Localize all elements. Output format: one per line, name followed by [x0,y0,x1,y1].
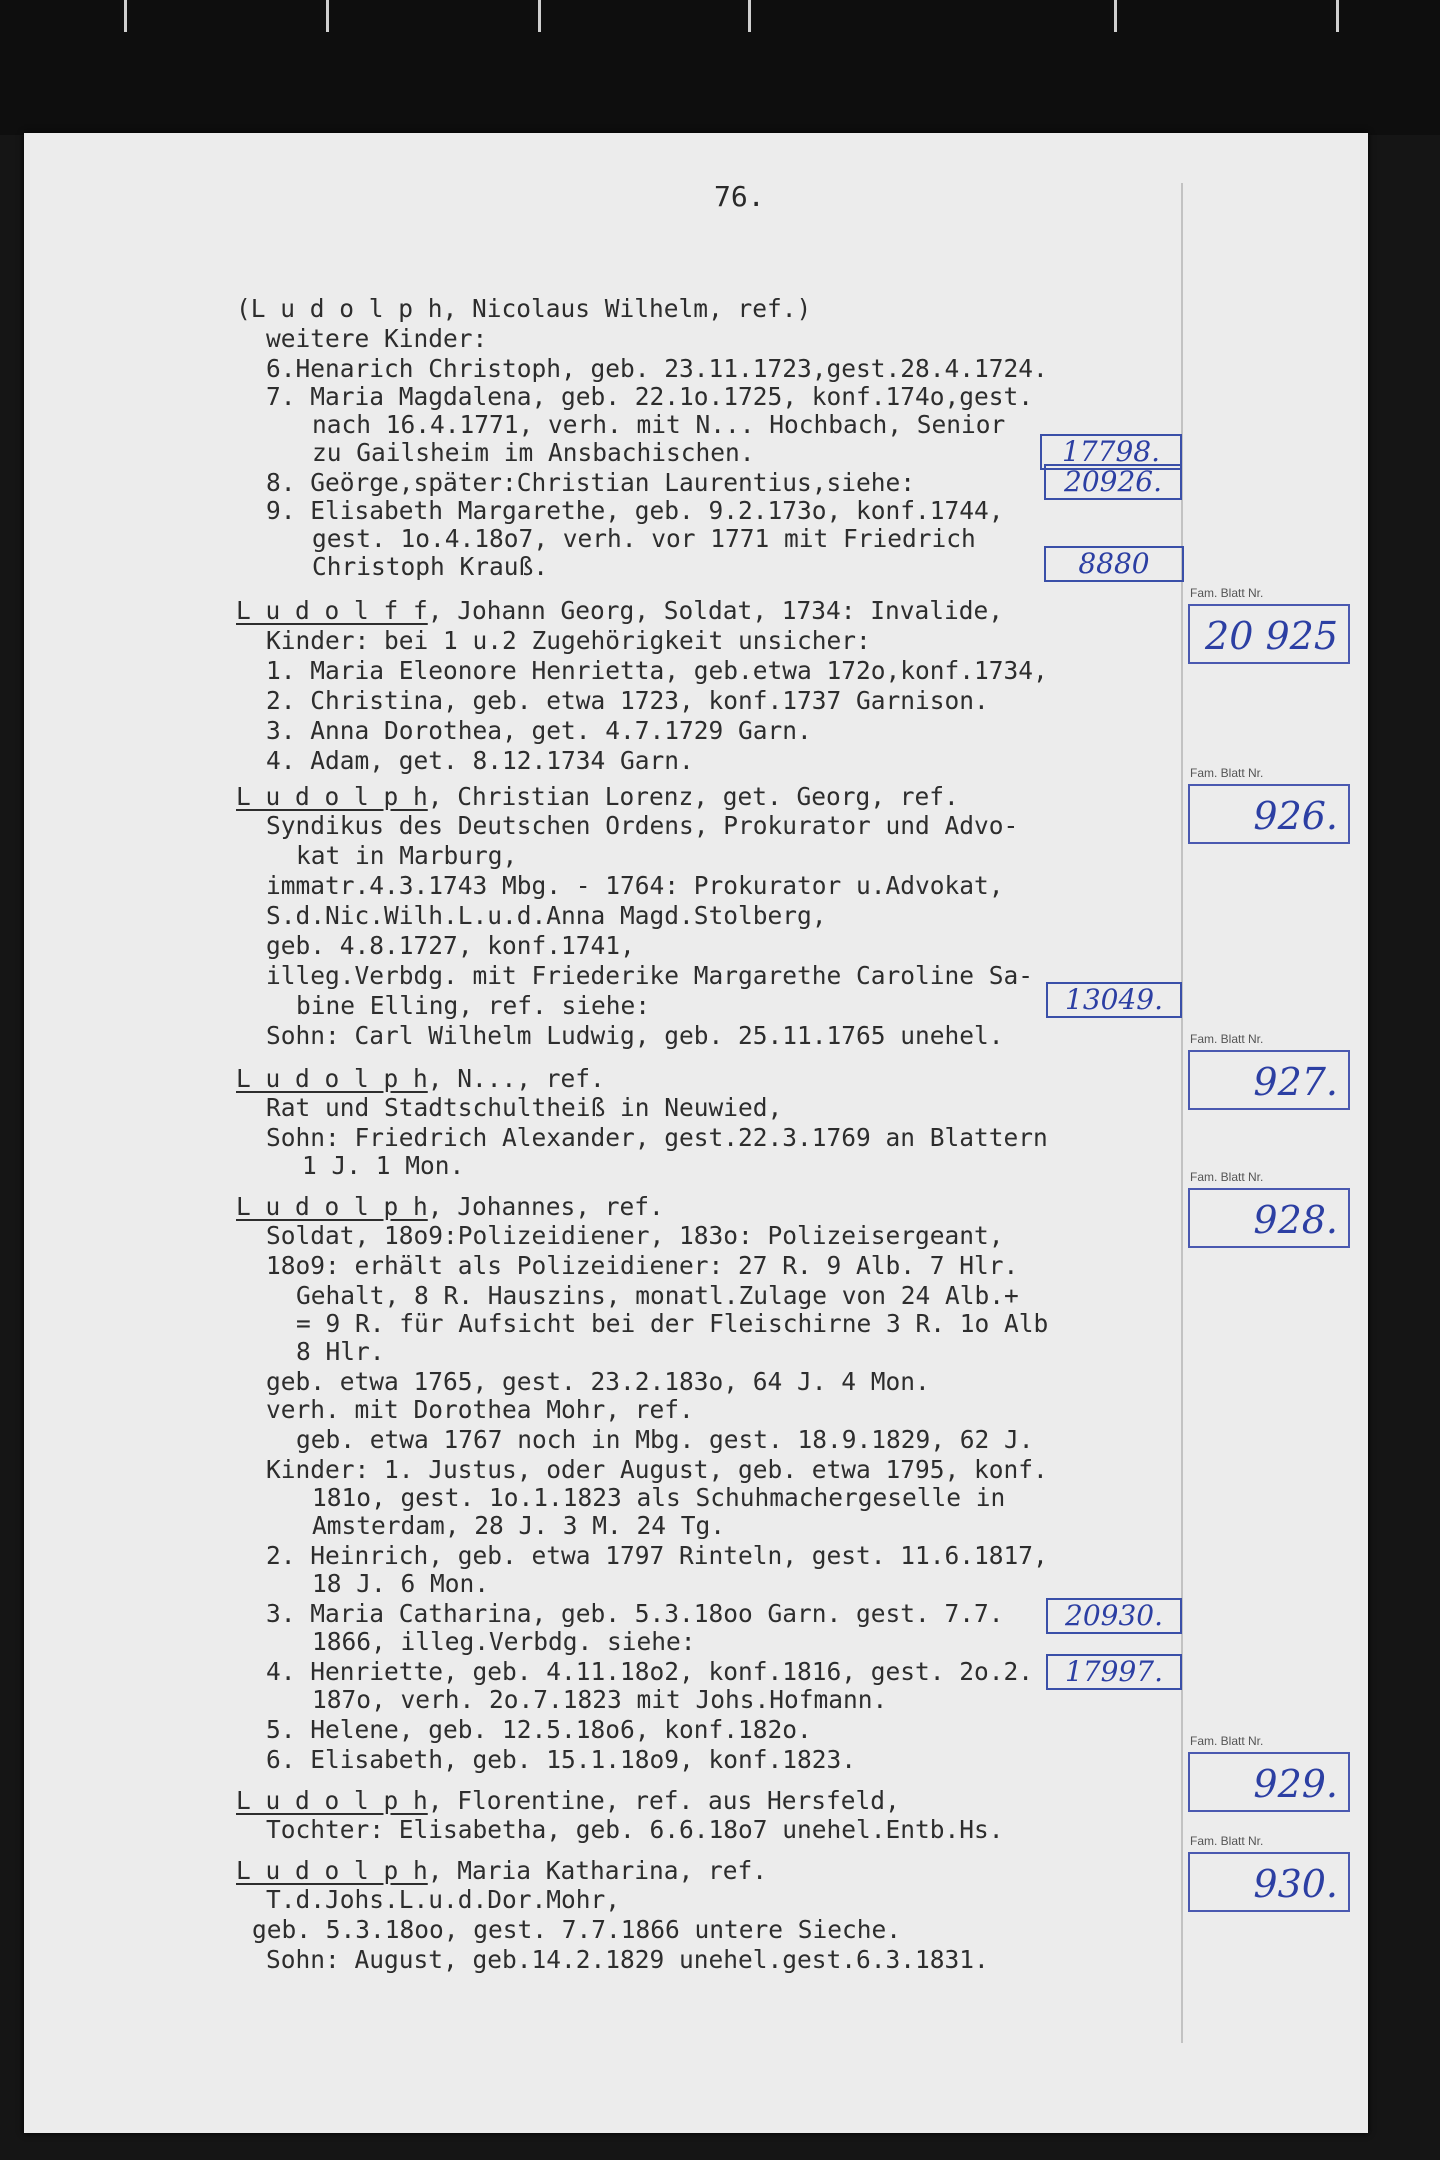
text-line: 18 J. 6 Mon. [312,1569,490,1598]
text-line: verh. mit Dorothea Mohr, ref. [266,1395,694,1424]
entry-heading [236,1786,900,1815]
fam-blatt-number-box: 927. [1188,1050,1350,1110]
heading-details: , Christian Lorenz, get. Georg, ref. [427,782,959,811]
fam-blatt-label: Fam. Blatt Nr. [1190,586,1264,600]
cross-reference-box: 20926. [1044,464,1182,500]
text-line: 187o, verh. 2o.7.1823 mit Johs.Hofmann. [312,1685,888,1714]
heading-details: , Florentine, ref. aus Hersfeld, [427,1786,900,1815]
surname: L u d o l p h [236,1064,428,1093]
text-line: (L u d o l p h, Nicolaus Wilhelm, ref.) [236,294,812,323]
text-line: nach 16.4.1771, verh. mit N... Hochbach, Senior [312,410,1006,439]
text-line: 3. Maria Catharina, geb. 5.3.18oo Garn. gest. 7.7. [266,1599,1004,1628]
text-line: 3. Anna Dorothea, get. 4.7.1729 Garn. [266,716,812,745]
entry-heading [236,782,959,811]
cross-reference-box: 20930. [1046,1598,1182,1634]
heading-details: , Johannes, ref. [427,1192,664,1221]
entry-heading [236,596,1003,625]
text-line: 7. Maria Magdalena, geb. 22.1o.1725, konf.174o,gest. [266,382,1034,411]
text-line: Amsterdam, 28 J. 3 M. 24 Tg. [312,1511,726,1540]
fam-blatt-label: Fam. Blatt Nr. [1190,1170,1264,1184]
surname: L u d o l p h [236,782,428,811]
heading-details: , N..., ref. [427,1064,605,1093]
text-line: 18o9: erhält als Polizeidiener: 27 R. 9 Alb. 7 Hlr. [266,1251,1019,1280]
text-line: Soldat, 18o9:Polizeidiener, 183o: Polizeisergeant, [266,1221,1004,1250]
text-line: 4. Adam, get. 8.12.1734 Garn. [266,746,694,775]
entry-heading [236,1192,664,1221]
text-line: zu Gailsheim im Ansbachischen. [312,438,755,467]
entry-heading [236,1856,767,1885]
fam-blatt-number-box: 930. [1188,1852,1350,1912]
text-line: Gehalt, 8 R. Hauszins, monatl.Zulage von 24 Alb.+ [296,1281,1019,1310]
text-line: 8 Hlr. [296,1337,385,1366]
fam-blatt-label: Fam. Blatt Nr. [1190,1834,1264,1848]
scanner-top-bar [0,0,1440,135]
text-line: 1. Maria Eleonore Henrietta, geb.etwa 172o,konf.1734, [266,656,1048,685]
text-line: Sohn: Carl Wilhelm Ludwig, geb. 25.11.1765 unehel. [266,1021,1004,1050]
surname: L u d o l p h [236,1786,428,1815]
heading-details: , Maria Katharina, ref. [427,1856,768,1885]
text-line: 6. Elisabeth, geb. 15.1.18o9, konf.1823. [266,1745,857,1774]
fam-blatt-label: Fam. Blatt Nr. [1190,766,1264,780]
text-line: Syndikus des Deutschen Ordens, Prokurator und Advo- [266,811,1019,840]
text-line: geb. 5.3.18oo, gest. 7.7.1866 untere Sieche. [252,1915,902,1944]
text-line: weitere Kinder: [266,324,488,353]
page-number: 76. [714,180,765,213]
text-line: 9. Elisabeth Margarethe, geb. 9.2.173o, konf.1744, [266,496,1004,525]
fam-blatt-number-box: 929. [1188,1752,1350,1812]
text-line: geb. etwa 1765, gest. 23.2.183o, 64 J. 4 Mon. [266,1367,930,1396]
text-line: Rat und Stadtschultheiß in Neuwied, [266,1093,783,1122]
text-line: 5. Helene, geb. 12.5.18o6, konf.182o. [266,1715,812,1744]
text-line: 6.Henarich Christoph, geb. 23.11.1723,gest.28.4.1724. [266,354,1048,383]
fam-blatt-label: Fam. Blatt Nr. [1190,1734,1264,1748]
text-line: Tochter: Elisabetha, geb. 6.6.18o7 unehel.Entb.Hs. [266,1815,1004,1844]
text-line: 2. Christina, geb. etwa 1723, konf.1737 Garnison. [266,686,989,715]
text-line: S.d.Nic.Wilh.L.u.d.Anna Magd.Stolberg, [266,901,827,930]
cross-reference-box: 17997. [1046,1654,1182,1690]
text-line: geb. etwa 1767 noch in Mbg. gest. 18.9.1829, 62 J. [296,1425,1034,1454]
text-line: 8. Geörge,später:Christian Laurentius,siehe: [266,468,916,497]
text-line: T.d.Johs.L.u.d.Dor.Mohr, [266,1885,621,1914]
surname: L u d o l p h [236,1856,428,1885]
cross-reference-box: 8880 [1044,546,1184,582]
text-line: Sohn: August, geb.14.2.1829 unehel.gest.6.3.1831. [266,1945,989,1974]
fam-blatt-number-box: 20 925 [1188,604,1350,664]
surname: L u d o l p h [236,1192,428,1221]
text-line: 1 J. 1 Mon. [302,1151,465,1180]
fam-blatt-number-box: 928. [1188,1188,1350,1248]
fam-blatt-number-box: 926. [1188,784,1350,844]
text-line: geb. 4.8.1727, konf.1741, [266,931,635,960]
text-line: Kinder: 1. Justus, oder August, geb. etwa 1795, konf. [266,1455,1048,1484]
text-line: Sohn: Friedrich Alexander, gest.22.3.1769 an Blattern [266,1123,1048,1152]
cross-reference-box: 17798. [1040,434,1182,470]
text-line: Kinder: bei 1 u.2 Zugehörigkeit unsicher: [266,626,871,655]
text-line: illeg.Verbdg. mit Friederike Margarethe Caroline Sa- [266,961,1034,990]
text-line: gest. 1o.4.18o7, verh. vor 1771 mit Friedrich [312,524,976,553]
fam-blatt-label: Fam. Blatt Nr. [1190,1032,1264,1046]
entry-heading [236,1064,605,1093]
text-line: Christoph Krauß. [312,552,549,581]
heading-details: , Johann Georg, Soldat, 1734: Invalide, [427,596,1004,625]
text-line: 181o, gest. 1o.1.1823 als Schuhmachergeselle in [312,1483,1006,1512]
text-line: kat in Marburg, [296,841,518,870]
text-line: bine Elling, ref. siehe: [296,991,651,1020]
text-line: = 9 R. für Aufsicht bei der Fleischirne 3 R. 1o Alb [296,1309,1049,1338]
text-line: 2. Heinrich, geb. etwa 1797 Rinteln, gest. 11.6.1817, [266,1541,1048,1570]
cross-reference-box: 13049. [1046,982,1182,1018]
text-line: 1866, illeg.Verbdg. siehe: [312,1627,696,1656]
surname: L u d o l f f [236,596,428,625]
text-line: 4. Henriette, geb. 4.11.18o2, konf.1816, gest. 2o.2. [266,1657,1034,1686]
text-line: immatr.4.3.1743 Mbg. - 1764: Prokurator u.Advokat, [266,871,1004,900]
